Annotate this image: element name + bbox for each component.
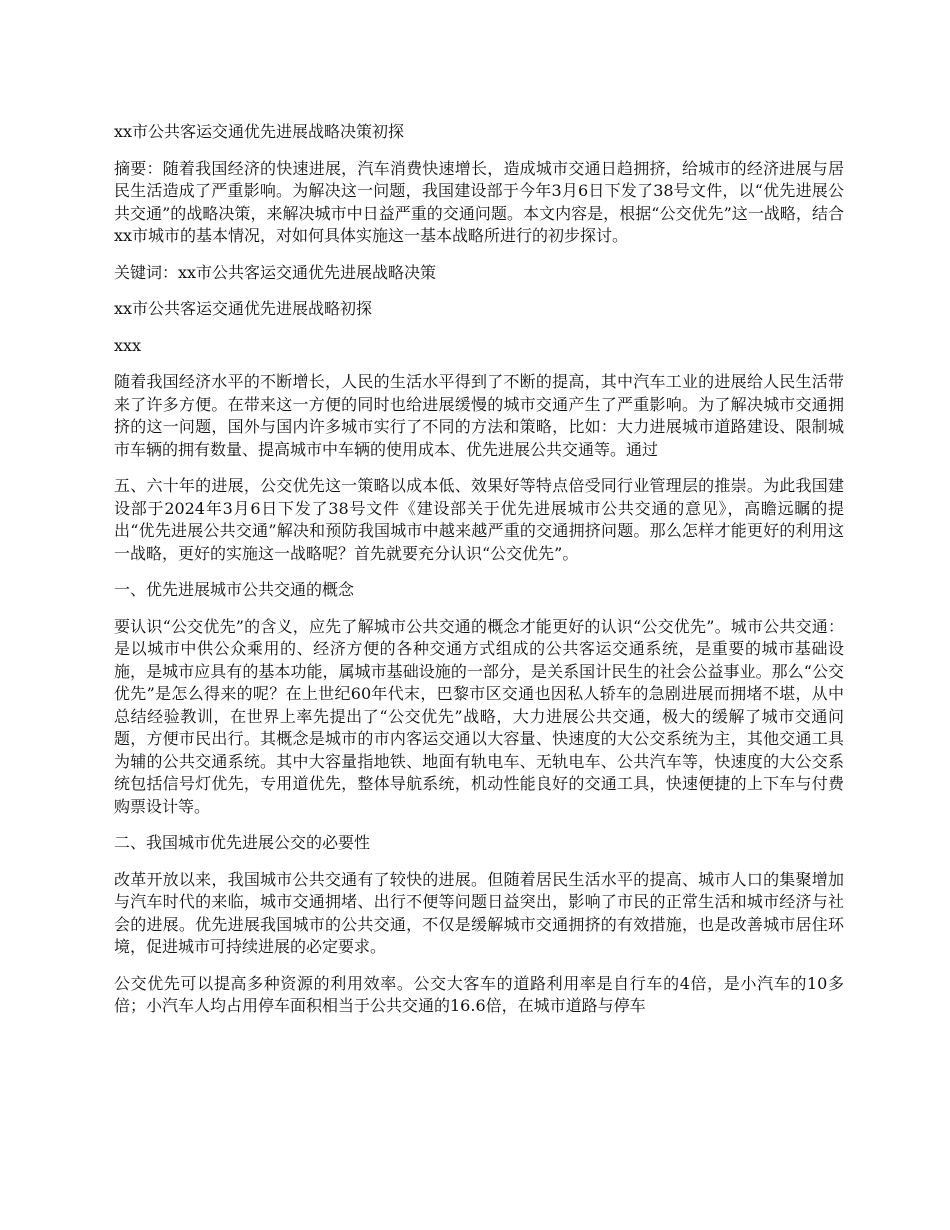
author-line: xxx [114,335,142,355]
abstract-paragraph: 摘要：随着我国经济的快速进展，汽车消费快速增长，造成城市交通日趋拥挤，给城市的经济进展与居民生活造成了严重影响。为解决这一问题，我国建设部于今年3月6日下发了38号文件，以“优先进展公共交通”的战略决策，来解决城市中日益严重的交通问题。本文内容是，根据“公交优先”这一战略，结合xx市城市的基本情况，对如何具体实施这一基本战略所进行的初步探讨。 [114,158,844,245]
section-2-paragraph-1: 改革开放以来，我国城市公共交通有了较快的进展。但随着居民生活水平的提高、城市人口的集聚增加与汽车时代的来临，城市交通拥堵、出行不便等问题日益突出，影响了市民的正常生活和城市经济与社会的进展。优先进展我国城市的公共交通，不仅是缓解城市交通拥挤的有效措施，也是改善城市居住环境，促进城市可持续进展的必定要求。 [114,869,844,956]
document-page [114,121,844,1032]
document-title: xx市公共客运交通优先进展战略决策初探 [114,122,405,141]
section-1-paragraph: 要认识“公交优先”的含义，应先了解城市公共交通的概念才能更好的认识“公交优先”。城市公共交通：是以城市中供公众乘用的、经济方便的各种交通方式组成的公共客运交通系统，是重要的城市基础设施，是城市应具有的基本功能，属城市基础设施的一部分，是关系国计民生的社会公益事业。那么“公交优先”是怎么得来的呢？在上世纪60年代末，巴黎市区交通也因私人轿车的急剧进展而拥堵不堪，从中总结经验教训，在世界上率先提出了“公交优先”战略，大力进展公共交通，极大的缓解了城市交通问题，方便市民出行。其概念是城市的市内客运交通以大容量、快速度的大公交系统为主，其他交通工具为辅的公共交通系统。其中大容量指地铁、地面有轨电车、无轨电车、公共汽车等，快速度的大公交系统包括信号灯优先，专用道优先，整体导航系统，机动性能良好的交通工具，快速便捷的上下车与付费购票设计等。 [114,616,844,816]
section-2-paragraph-2: 公交优先可以提高多种资源的利用效率。公交大客车的道路利用率是自行车的4倍，是小汽车的10多倍；小汽车人均占用停车面积相当于公共交通的16.6倍，在城市道路与停车 [114,973,844,1015]
intro-paragraph-2: 五、六十年的进展，公交优先这一策略以成本低、效果好等特点倍受同行业管理层的推崇。为此我国建设部于2024年3月6日下发了38号文件《建设部关于优先进展城市公共交通的意见》，高瞻远瞩的提出“优先进展公共交通”解决和预防我国城市中越来越严重的交通拥挤问题。那么怎样才能更好的利用这一战略，更好的实施这一战略呢？首先就要充分认识“公交优先”。 [114,476,844,563]
section-heading-2: 二、我国城市优先进展公交的必要性 [114,833,371,852]
intro-paragraph-1: 随着我国经济水平的不断增长，人民的生活水平得到了不断的提高，其中汽车工业的进展给人民生活带来了许多方便。在带来这一方便的同时也给进展缓慢的城市交通产生了严重影响。为了解决城市交通拥挤的这一问题，国外与国内许多城市实行了不同的方法和策略，比如：大力进展城市道路建设、限制城市车辆的拥有数量、提高城市中车辆的使用成本、优先进展公共交通等。通过 [114,372,844,459]
keywords-line: 关键词：xx市公共客运交通优先进展战略决策 [114,262,437,282]
article-subtitle: xx市公共客运交通优先进展战略初探 [114,299,373,318]
section-heading-1: 一、优先进展城市公共交通的概念 [114,580,355,599]
